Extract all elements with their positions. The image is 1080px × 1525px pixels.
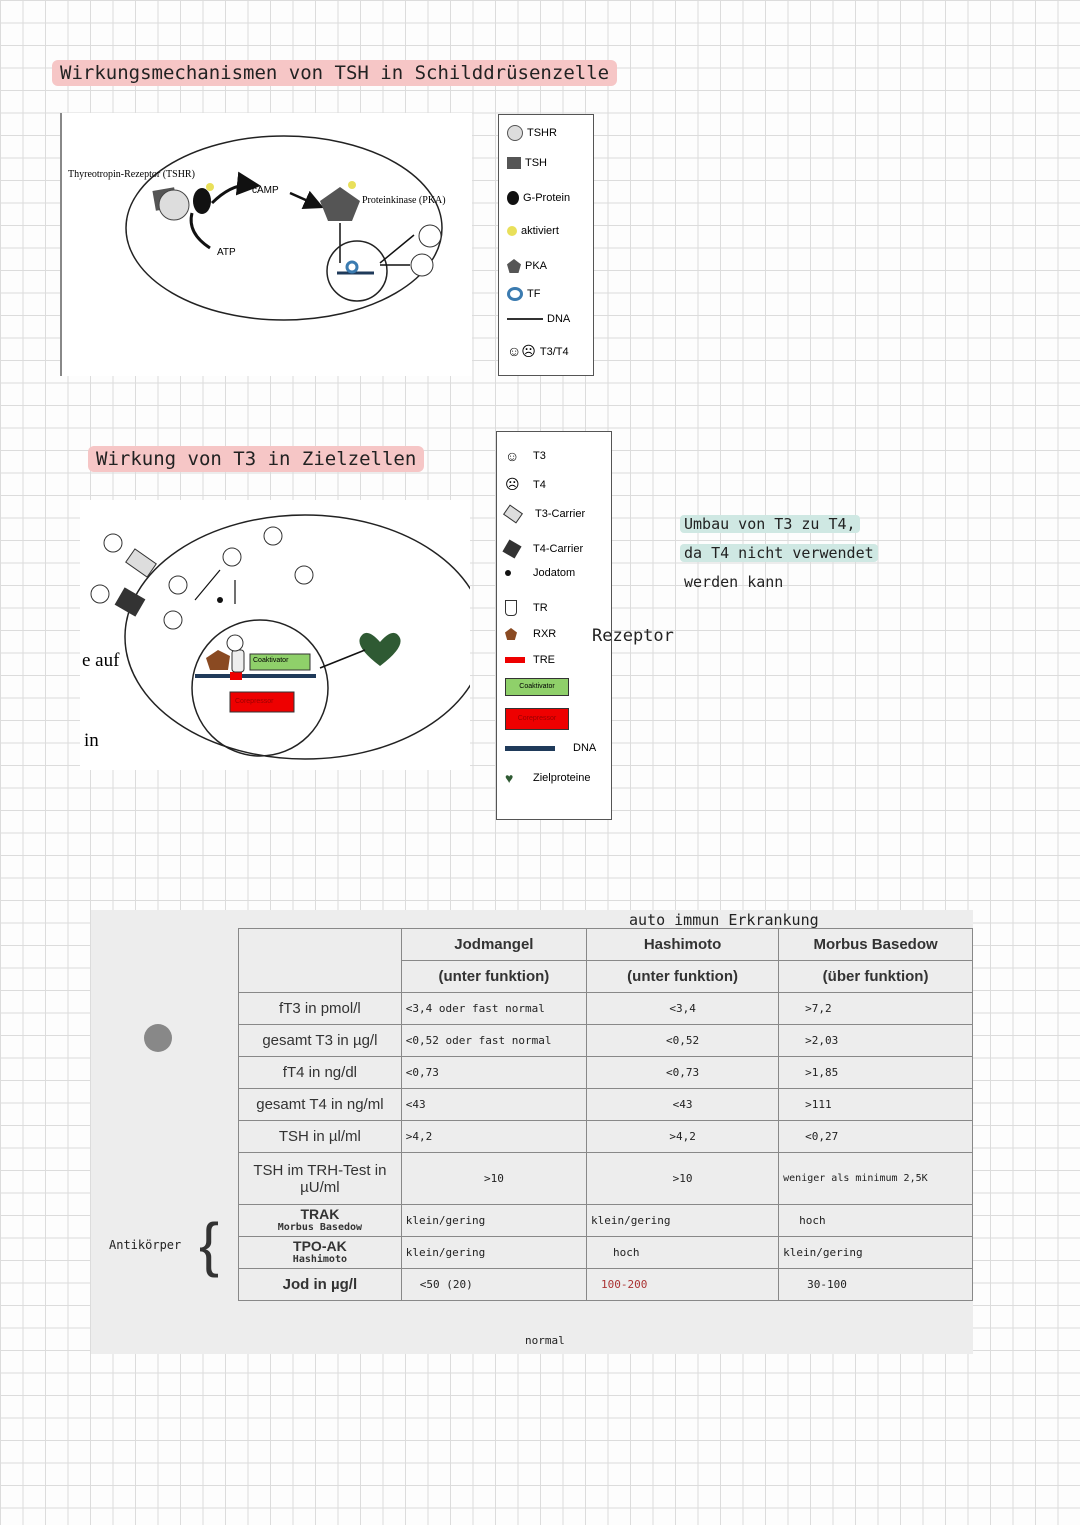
- corner-cell: [239, 929, 402, 993]
- tsh-mechanism-diagram: [60, 113, 472, 376]
- tr-shape: [232, 650, 244, 672]
- legend1-pka: PKA: [507, 259, 547, 273]
- camp-arrow: [212, 185, 252, 203]
- t3-carrier-icon: [503, 504, 523, 523]
- tf-shape: [347, 262, 357, 272]
- conversion-note: Umbau von T3 zu T4, da T4 nicht verwendet werden kann: [680, 510, 878, 597]
- legend2-jodatom: Jodatom: [505, 567, 575, 579]
- t3-path: [195, 570, 220, 600]
- table-row: fT3 in pmol/l <3,4 oder fast normal <3,4 >7,2: [239, 993, 973, 1025]
- legend2-rxr: RXR: [505, 628, 556, 640]
- g-protein-icon: [507, 191, 519, 205]
- smiley-2: [91, 585, 109, 603]
- receptor-label: Thyreotropin-Rezeptor (TSHR): [68, 169, 195, 180]
- legend2-t3: ☺ T3: [505, 448, 546, 464]
- legend2-t4carrier: T4-Carrier: [505, 542, 583, 556]
- func-basedow: (über funktion): [779, 961, 973, 993]
- legend2-zielproteine: ♥ Zielproteine: [505, 770, 591, 786]
- tsh-cell-svg: [62, 113, 472, 376]
- g-protein-shape: [193, 188, 211, 214]
- pka-icon: [507, 259, 521, 273]
- legend2-t3carrier: T3-Carrier: [505, 508, 585, 520]
- table-row: TRAK Morbus Basedow klein/gering klein/gering hoch: [239, 1205, 973, 1237]
- protein-arrow: [320, 650, 365, 668]
- atp-label: ATP: [217, 247, 236, 258]
- antikoerper-label: Antikörper: [109, 1238, 182, 1252]
- tf-icon: [507, 287, 523, 301]
- table-row: fT4 in ng/dl <0,73 <0,73 >1,85: [239, 1057, 973, 1089]
- side-text-1: e auf: [82, 650, 120, 671]
- smiley-1: [104, 534, 122, 552]
- heart-icon: ♥: [505, 770, 514, 786]
- legend2-tr: TR: [505, 600, 548, 616]
- legend1-tshr: TSHR: [507, 125, 557, 141]
- legend2-t4: ☹ T4: [505, 476, 546, 492]
- legend2-dna: DNA: [505, 742, 596, 754]
- legend2-coaktivator: Coaktivator: [505, 678, 569, 696]
- smiley-3: [169, 576, 187, 594]
- legend2-corepressor: Corepressor: [505, 708, 569, 730]
- jodatom: [217, 597, 223, 603]
- camp-label: cAMP: [252, 185, 279, 196]
- legend1-gprotein: G-Protein: [507, 191, 570, 205]
- legend1-dna: DNA: [507, 313, 570, 325]
- smiley-8: [227, 635, 243, 651]
- coaktivator-label: Coaktivator: [253, 657, 289, 664]
- dna-bar-icon: [505, 746, 555, 751]
- t4-sad-icon: [411, 254, 433, 276]
- t3-icon: ☺: [505, 448, 520, 464]
- legend1-t3t4: ☺☹ T3/T4: [507, 343, 569, 359]
- activated-star-2: [348, 181, 356, 189]
- tr-icon: [505, 600, 517, 616]
- tsh-icon: [507, 157, 521, 169]
- autoimmune-note: auto immun Erkrankung: [629, 911, 819, 929]
- tshr-shape: [159, 190, 189, 220]
- rezeptor-note: Rezeptor: [592, 626, 674, 646]
- legend-1: [498, 114, 594, 376]
- t3-happy-icon: [419, 225, 441, 247]
- section1-title: Wirkungsmechanismen von TSH in Schilddrüsenzelle: [52, 62, 617, 84]
- table-row: TSH im TRH-Test in µU/ml >10 >10 weniger als minimum 2,5K: [239, 1153, 973, 1205]
- pka-label: Proteinkinase (PKA): [362, 195, 446, 206]
- section2-title: Wirkung von T3 in Zielzellen: [88, 448, 424, 470]
- col-hashimoto: Hashimoto: [587, 929, 779, 961]
- target-cell: [125, 515, 470, 759]
- jodatom-icon: [505, 570, 511, 576]
- table-row: TSH in µl/ml >4,2 >4,2 <0,27: [239, 1121, 973, 1153]
- col-basedow: Morbus Basedow: [779, 929, 973, 961]
- rxr-icon: [505, 628, 517, 640]
- table-row: gesamt T3 in µg/l <0,52 oder fast normal <0,52 >2,03: [239, 1025, 973, 1057]
- t4-carrier: [115, 587, 146, 616]
- func-hashimoto: (unter funktion): [587, 961, 779, 993]
- table-photo: [91, 910, 973, 1354]
- legend1-tsh: TSH: [507, 157, 547, 169]
- smiley-5: [223, 548, 241, 566]
- smiley-6: [264, 527, 282, 545]
- col-jodmangel: Jodmangel: [401, 929, 586, 961]
- side-text-2: in: [84, 730, 99, 751]
- func-jodmangel: (unter funktion): [401, 961, 586, 993]
- t3-action-diagram: [80, 500, 470, 770]
- legend1-aktiviert: aktiviert: [507, 225, 559, 237]
- photo-dot: [144, 1024, 172, 1052]
- tre-block: [230, 672, 242, 680]
- heart-shape: [359, 633, 400, 666]
- legend1-tf: TF: [507, 287, 540, 301]
- pka-shape: [320, 187, 360, 221]
- activated-icon: [507, 226, 517, 236]
- t4-carrier-icon: [502, 539, 521, 558]
- cell-membrane: [126, 136, 442, 320]
- legend2-tre: TRE: [505, 654, 555, 666]
- target-nucleus: [192, 620, 328, 756]
- smiley-7: [295, 566, 313, 584]
- table-row: TPO-AK Hashimoto klein/gering hoch klein/gering: [239, 1237, 973, 1269]
- corepressor-label: Corepressor: [235, 698, 274, 705]
- smiley-4: [164, 611, 182, 629]
- table-row: gesamt T4 in ng/ml <43 <43 >111: [239, 1089, 973, 1121]
- activated-star-1: [206, 183, 214, 191]
- smiley-icons: ☺☹: [507, 343, 536, 359]
- results-table: [238, 928, 973, 1301]
- tre-icon: [505, 657, 525, 663]
- normal-note: normal: [525, 1334, 565, 1347]
- atp-arrow: [191, 213, 210, 248]
- tshr-icon: [507, 125, 523, 141]
- t4-icon: ☹: [505, 476, 520, 492]
- rxr-shape: [206, 650, 230, 670]
- pka-arrow: [290, 193, 317, 205]
- brace: {: [199, 1211, 220, 1278]
- dna-icon: [507, 318, 543, 320]
- t3-cell-svg: [80, 500, 470, 770]
- table-row: Jod in µg/l <50 (20) 100-200 30-100: [239, 1269, 973, 1301]
